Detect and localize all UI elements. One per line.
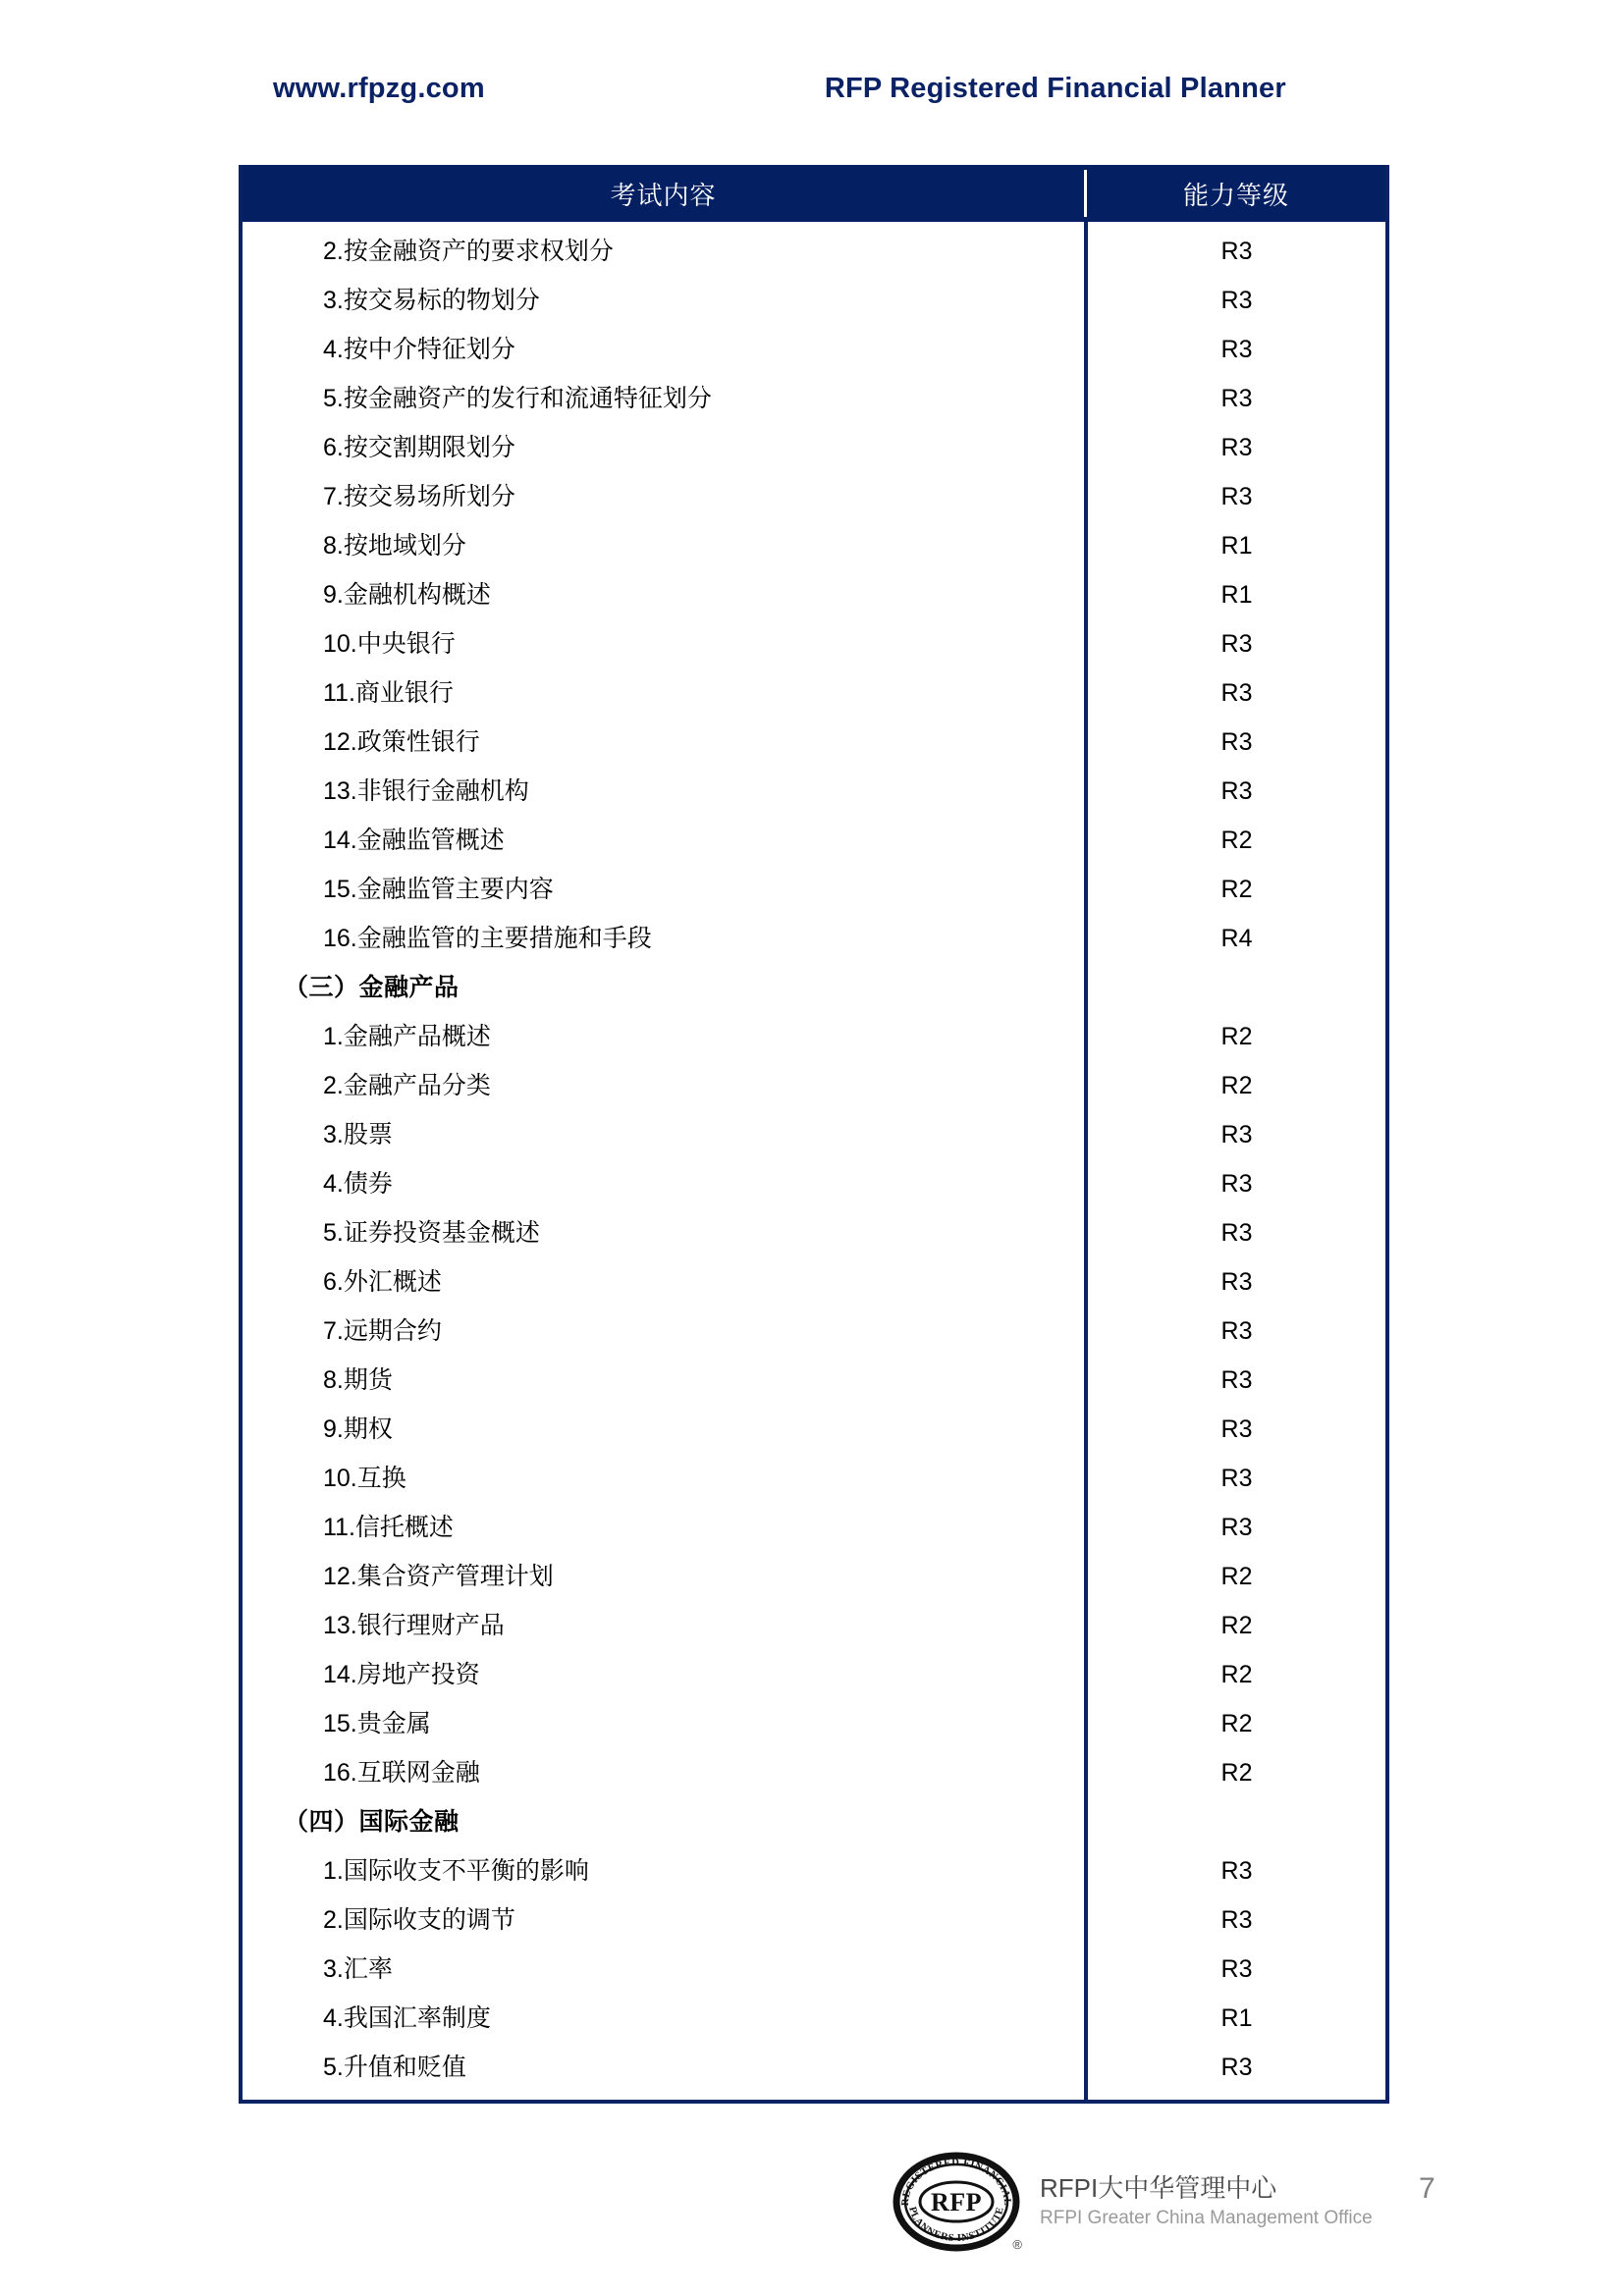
table-row [243,1307,1385,1356]
exam-content-cell: 16.金融监管的主要措施和手段 [323,924,652,952]
header-site-url: www.rfpzg.com [273,73,485,104]
table-row [243,1110,1385,1159]
exam-content-cell: 10.互换 [323,1464,406,1492]
exam-content-cell: 16.互联网金融 [323,1758,480,1787]
table-header-row [243,165,1385,222]
competency-level-cell: R3 [1220,776,1253,805]
exam-content-cell: 11.商业银行 [323,678,454,707]
rfp-seal-logo [889,2150,1024,2254]
table-row [243,325,1385,374]
exam-content-cell: 15.金融监管主要内容 [323,875,554,903]
exam-content-cell: 4.我国汇率制度 [323,2003,491,2032]
table-row [243,374,1385,423]
footer-branding [889,2150,1373,2254]
exam-content-cell: 14.金融监管概述 [323,826,505,854]
registered-trademark-icon: ® [1012,2237,1022,2252]
competency-level-cell: R3 [1220,678,1253,707]
competency-level-cell: R3 [1220,1415,1253,1443]
table-row [243,1061,1385,1110]
exam-content-cell: 4.债券 [323,1169,393,1198]
table-row [243,1552,1385,1601]
exam-content-cell: 3.股票 [323,1120,393,1148]
section-title: （四）国际金融 [284,1807,460,1836]
exam-content-cell: 5.按金融资产的发行和流通特征划分 [323,384,712,412]
competency-level-cell: R1 [1220,2003,1253,2032]
competency-level-cell: R3 [1220,482,1253,510]
exam-content-cell: 15.贵金属 [323,1709,431,1737]
table-row [243,423,1385,472]
page-header [273,73,1363,105]
section-title: （三）金融产品 [284,973,460,1001]
competency-level-cell: R3 [1220,1513,1253,1541]
page-footer [0,2150,1624,2268]
competency-level-cell: R3 [1220,1905,1253,1934]
exam-content-cell: 2.国际收支的调节 [323,1905,515,1934]
competency-level-cell: R3 [1220,727,1253,756]
competency-level-cell: R3 [1220,1169,1253,1198]
table-row [243,1896,1385,1945]
competency-level-cell: R3 [1220,237,1253,265]
competency-level-cell: R2 [1220,875,1253,903]
exam-content-cell: 4.按中介特征划分 [323,335,515,363]
rfp-seal-svg [889,2150,1024,2254]
table-row [243,1945,1385,1994]
exam-content-cell: 13.银行理财产品 [323,1611,505,1639]
competency-level-cell: R1 [1220,531,1253,560]
exam-content-cell: 6.外汇概述 [323,1267,442,1296]
exam-content-cell: 1.金融产品概述 [323,1022,491,1050]
competency-level-cell: R4 [1220,924,1253,952]
exam-content-cell: 13.非银行金融机构 [323,776,529,805]
exam-content-cell: 3.按交易标的物划分 [323,286,540,314]
footer-org-text [1040,2172,1373,2231]
svg-text:RFP: RFP [930,2188,983,2216]
exam-content-cell: 2.金融产品分类 [323,1071,491,1099]
competency-level-cell: R2 [1220,1071,1253,1099]
table-row [243,521,1385,570]
svg-text:REGISTERED FINANCIAL: REGISTERED FINANCIAL [899,2157,1013,2207]
column-header-level: 能力等级 [1182,180,1289,210]
exam-content-cell: 8.按地域划分 [323,531,466,560]
exam-content-cell: 14.房地产投资 [323,1660,480,1688]
competency-level-cell: R3 [1220,1464,1253,1492]
svg-text:PLANNERS INSTITUTE: PLANNERS INSTITUTE [906,2206,1006,2245]
competency-level-cell: R2 [1220,1758,1253,1787]
table-row [243,914,1385,963]
table-row [243,1257,1385,1307]
table-row [243,619,1385,668]
competency-level-cell: R3 [1220,1856,1253,1885]
table-row [243,865,1385,914]
table-row [243,1846,1385,1896]
table-row [243,1356,1385,1405]
exam-content-cell: 9.金融机构概述 [323,580,491,609]
exam-content-cell: 5.升值和贬值 [323,2053,466,2081]
table-row [243,1994,1385,2043]
table-row [243,276,1385,325]
exam-content-cell: 12.政策性银行 [323,727,480,756]
table-section-row [243,963,1385,1012]
table-row [243,1454,1385,1503]
competency-level-cell: R2 [1220,1660,1253,1688]
table-row [243,668,1385,718]
table-row [243,718,1385,767]
table-row [243,1503,1385,1552]
exam-content-cell: 3.汇率 [323,1954,393,1983]
table-row [243,1159,1385,1208]
exam-content-table [239,165,1389,2104]
table-row [243,1405,1385,1454]
competency-level-cell: R3 [1220,1316,1253,1345]
competency-level-cell: R3 [1220,2053,1253,2081]
competency-level-cell: R2 [1220,1562,1253,1590]
exam-content-cell: 10.中央银行 [323,629,456,658]
competency-level-cell: R2 [1220,1611,1253,1639]
competency-level-cell: R3 [1220,286,1253,314]
table-row [243,570,1385,619]
exam-content-cell: 12.集合资产管理计划 [323,1562,554,1590]
exam-content-cell: 2.按金融资产的要求权划分 [323,237,614,265]
table-row [243,1699,1385,1748]
table-row [243,1012,1385,1061]
competency-level-cell: R1 [1220,580,1253,609]
competency-level-cell: R3 [1220,629,1253,658]
competency-level-cell: R3 [1220,1954,1253,1983]
exam-content-cell: 8.期货 [323,1365,393,1394]
column-divider [1084,222,1088,2100]
competency-level-cell: R2 [1220,1709,1253,1737]
footer-org-name-cn: RFPI大中华管理中心 [1040,2172,1277,2203]
column-header-content: 考试内容 [610,180,717,210]
header-title: RFP Registered Financial Planner [824,73,1286,104]
competency-level-cell: R2 [1220,826,1253,854]
table-row [243,2043,1385,2092]
exam-content-cell: 7.按交易场所划分 [323,482,515,510]
table-row [243,1208,1385,1257]
exam-content-cell: 1.国际收支不平衡的影响 [323,1856,589,1885]
exam-content-cell: 5.证券投资基金概述 [323,1218,540,1247]
table-row [243,1748,1385,1797]
exam-content-cell: 9.期权 [323,1415,393,1443]
footer-org-name-en: RFPI Greater China Management Office [1040,2208,1373,2229]
competency-level-cell: R3 [1220,1218,1253,1247]
table-row [243,767,1385,816]
exam-content-cell: 6.按交割期限划分 [323,433,515,461]
competency-level-cell: R2 [1220,1022,1253,1050]
exam-content-cell: 11.信托概述 [323,1513,454,1541]
competency-level-cell: R3 [1220,1267,1253,1296]
competency-level-cell: R3 [1220,433,1253,461]
table-section-row [243,1797,1385,1846]
exam-content-cell: 7.远期合约 [323,1316,442,1345]
competency-level-cell: R3 [1220,384,1253,412]
competency-level-cell: R3 [1220,1120,1253,1148]
table-row [243,816,1385,865]
table-body [243,222,1385,2100]
competency-level-cell: R3 [1220,335,1253,363]
competency-level-cell: R3 [1220,1365,1253,1394]
table-row [243,227,1385,276]
table-row [243,1650,1385,1699]
table-row [243,1601,1385,1650]
table-row [243,472,1385,521]
page-number: 7 [1419,2172,1435,2205]
